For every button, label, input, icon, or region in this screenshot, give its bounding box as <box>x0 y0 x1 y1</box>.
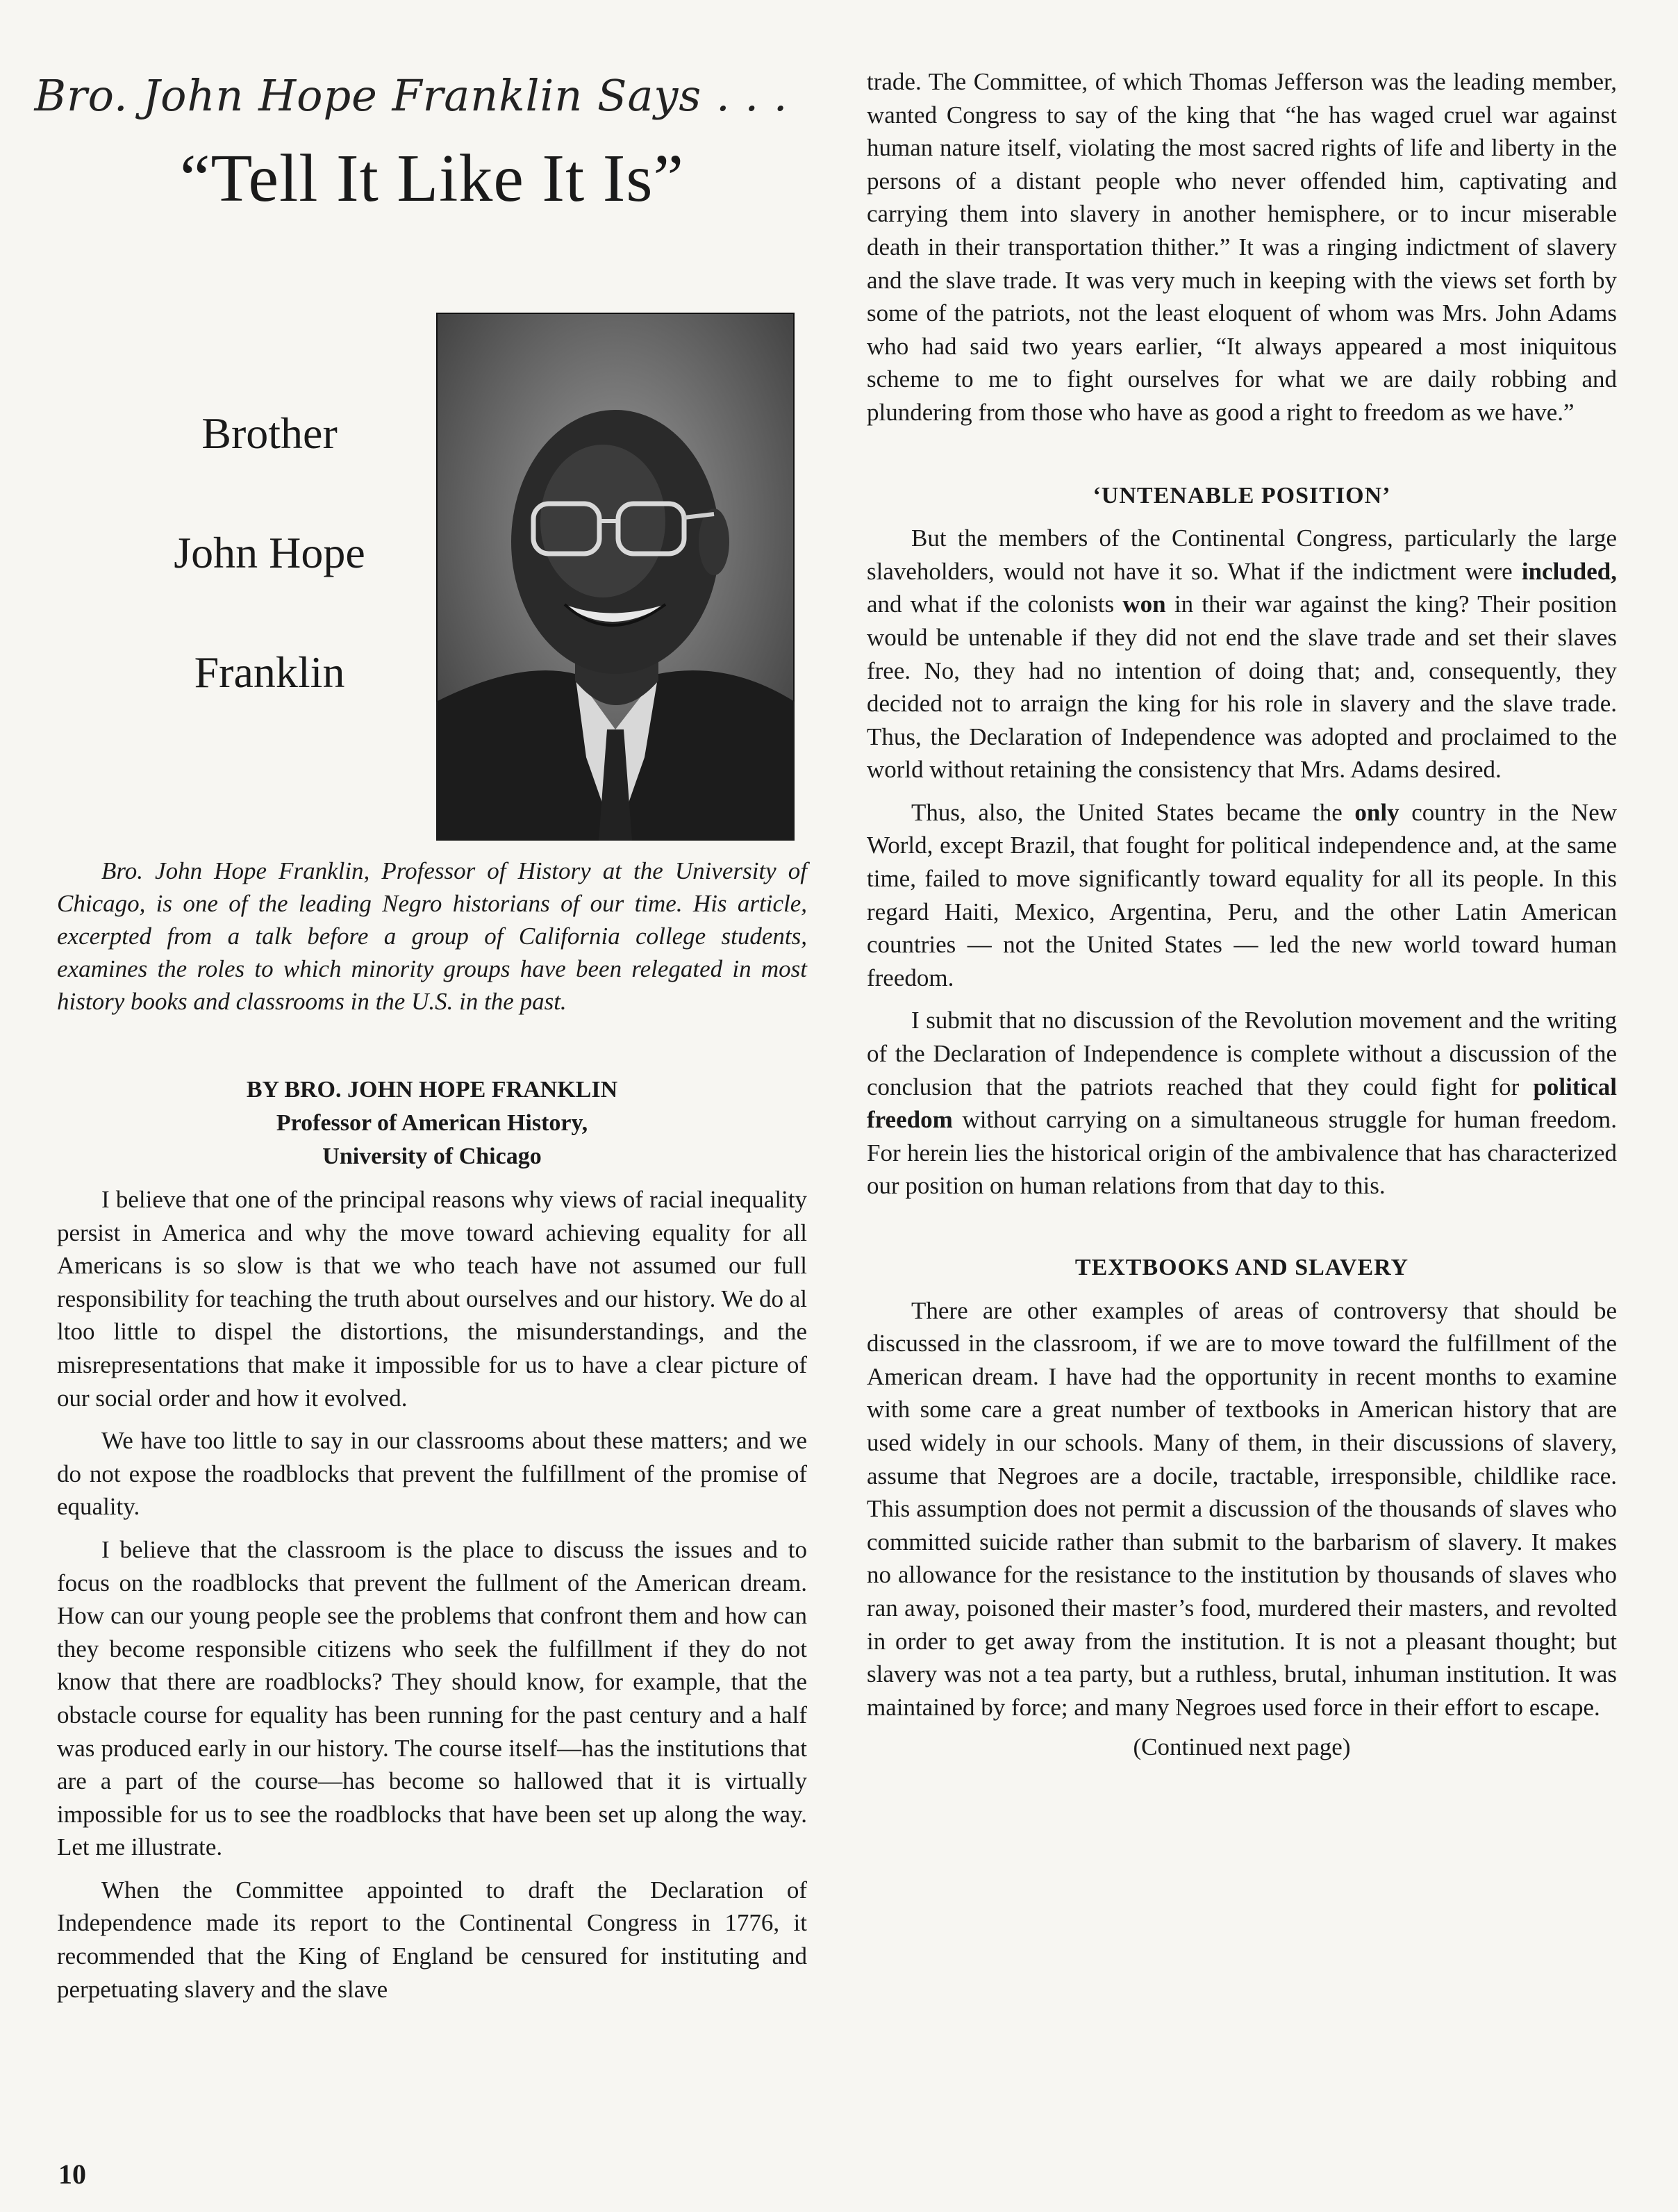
byline-author: BY BRO. JOHN HOPE FRANKLIN <box>246 1077 618 1103</box>
section-heading-textbooks: TEXTBOOKS AND SLAVERY <box>1074 1255 1409 1280</box>
byline-institution: University of Chicago <box>322 1144 542 1169</box>
paragraph: We have too little to say in our classrooms about these matters; and we do not expose the roadblocks that prevent the fulfillment of the promise of equality. <box>57 1427 807 1521</box>
text-run: But the members of the Continental Congress, particularly the large slaveholders, would not have it so. What if the indictment were <box>867 525 1617 585</box>
text-run: Thus, also, the United States became the <box>911 798 1355 826</box>
text-run: in their war against the king? Their position would be untenable if they did not end the slave trade and set their slaves free. No, they had no intention of doing that; and, consequently, they decided not to arraign the king for his role in slavery and the slave trade. Thus, the Declaration of Independence was adopted and proclaimed to the world without retaining the consistency that Mrs. Adams desired. <box>867 591 1617 784</box>
name-stack <box>124 408 415 775</box>
paragraph: I believe that one of the principal reasons why views of racial inequality persist in America and why the move toward achieving equality for all Americans is so slow is that we who teach have not assumed our full responsibility for teaching the truth about ourselves and our history. We do al ltoo little to dispel the distortions, the misunderstandings, and the misrepresentations that make it impossible for us to have a clear picture of our social order and how it evolved. <box>57 1186 808 1412</box>
emphasis: only <box>1354 798 1399 826</box>
paragraph <box>867 1004 1617 1203</box>
article-kicker: Bro. John Hope Franklin Says . . . <box>34 70 788 121</box>
byline-title: Professor of American History, <box>276 1110 588 1136</box>
paragraph <box>867 522 1617 786</box>
emphasis: won <box>1122 591 1166 618</box>
text-run: I submit that no discussion of the Revolution movement and the writing of the Declaration of Independence is complete without a discussion of the conclusion that the patriots reached that they could fight for <box>867 1007 1617 1100</box>
page-number: 10 <box>58 2159 86 2190</box>
paragraph <box>867 796 1617 995</box>
paragraph: When the Committee appointed to draft the Declaration of Independence made its report to the Continental Congress in 1776, it recommended that the King of England be censured for instituting and perpetuating slavery and the slave <box>57 1876 807 2003</box>
paragraph: I believe that the classroom is the place to discuss the issues and to focus on the roadblocks that prevent the fullment of the American dream. How can our young people see the problems that confront them and how can they become responsible citizens who seek the fulfillment if they do not know that there are roadblocks? They should know, for example, that the obstacle course for equality has been running for the past century and a half was produced early in our history. The course itself—has the institutions that are a part of the course—has become so hallowed that it is virtually impossible for us to see the roadblocks that have been set up along the way. Let me illustrate. <box>57 1535 807 1861</box>
photo-caption: Bro. John Hope Franklin, Professor of History at the University of Chicago, is one of the leading Negro historians of our time. His article, excerpted from a talk before a group of California college students, examines the roles to which minority groups have been relegated in most history books and classrooms in the U.S. in the past. <box>57 857 807 1015</box>
name-line-1: Brother <box>201 408 338 458</box>
text-run: and what if the colonists <box>867 591 1123 618</box>
name-line-2: John Hope <box>174 528 365 577</box>
article-title: “Tell It Like It Is” <box>179 141 685 216</box>
text-run: country in the New World, except Brazil, that fought for political independence and, at the same time, failed to move significantly toward equality for all its people. In this regard Haiti, Mexico, Argentina, Peru, and the other Latin American countries — not the United States — led the new world toward human freedom. <box>867 798 1618 991</box>
portrait-block <box>57 313 807 855</box>
text-run: without carrying on a simultaneous struggle for human freedom. For herein lies the historical origin of the ambivalence that has characterized our position on human relations from that day to this. <box>867 1106 1617 1200</box>
paragraph: trade. The Committee, of which Thomas Jefferson was the leading member, wanted Congress to say of the king that “he has waged cruel war against human nature itself, violating the most sacred rights of life and liberty in the persons of a distant people who never offended him, captivating and carrying them into slavery in another hemisphere, or to incur miserable death in their transportation thither.” It was a ringing indictment of slavery and the slave trade. It was very much in keeping with the views set forth by some of the patriots, not the least eloquent of whom was Mrs. John Adams who had said two years earlier, “It always appeared a most iniquitous scheme to me to fight ourselves for what we are daily robbing and plundering from those who have as good a right to freedom as we have.” <box>867 68 1617 426</box>
author-portrait-photo <box>436 313 795 841</box>
byline <box>57 1073 807 1173</box>
emphasis: included, <box>1521 557 1617 585</box>
name-line-3: Franklin <box>194 647 345 697</box>
left-column <box>34 67 808 2015</box>
emphasis: political freedom <box>867 1073 1617 1134</box>
continued-note: (Continued next page) <box>1133 1733 1351 1761</box>
paragraph: There are other examples of areas of controversy that should be discussed in the classroom, if we are to move toward the fulfillment of the American dream. I have had the opportunity in recent months to examine with some care a great number of textbooks in American history that are used widely in our schools. Many of them, in their discussions of slavery, assume that Negroes are a docile, tractable, irresponsible, childlike race. This assumption does not permit a discussion of the thousands of slaves who committed suicide rather than submit to the barbarism of slavery. It makes no allowance for the resistance to the institution by thousands of slaves who ran away, poisoned their master’s food, murdered their masters, and revolted in order to get away from the institution. It is not a pleasant thought; but slavery was not a tea party, but a ruthless, brutal, inhuman institution. It was maintained by force; and many Negroes used force in their effort to escape. <box>867 1296 1617 1721</box>
section-heading-untenable: ‘UNTENABLE POSITION’ <box>1093 482 1391 509</box>
right-column <box>867 65 1617 1764</box>
